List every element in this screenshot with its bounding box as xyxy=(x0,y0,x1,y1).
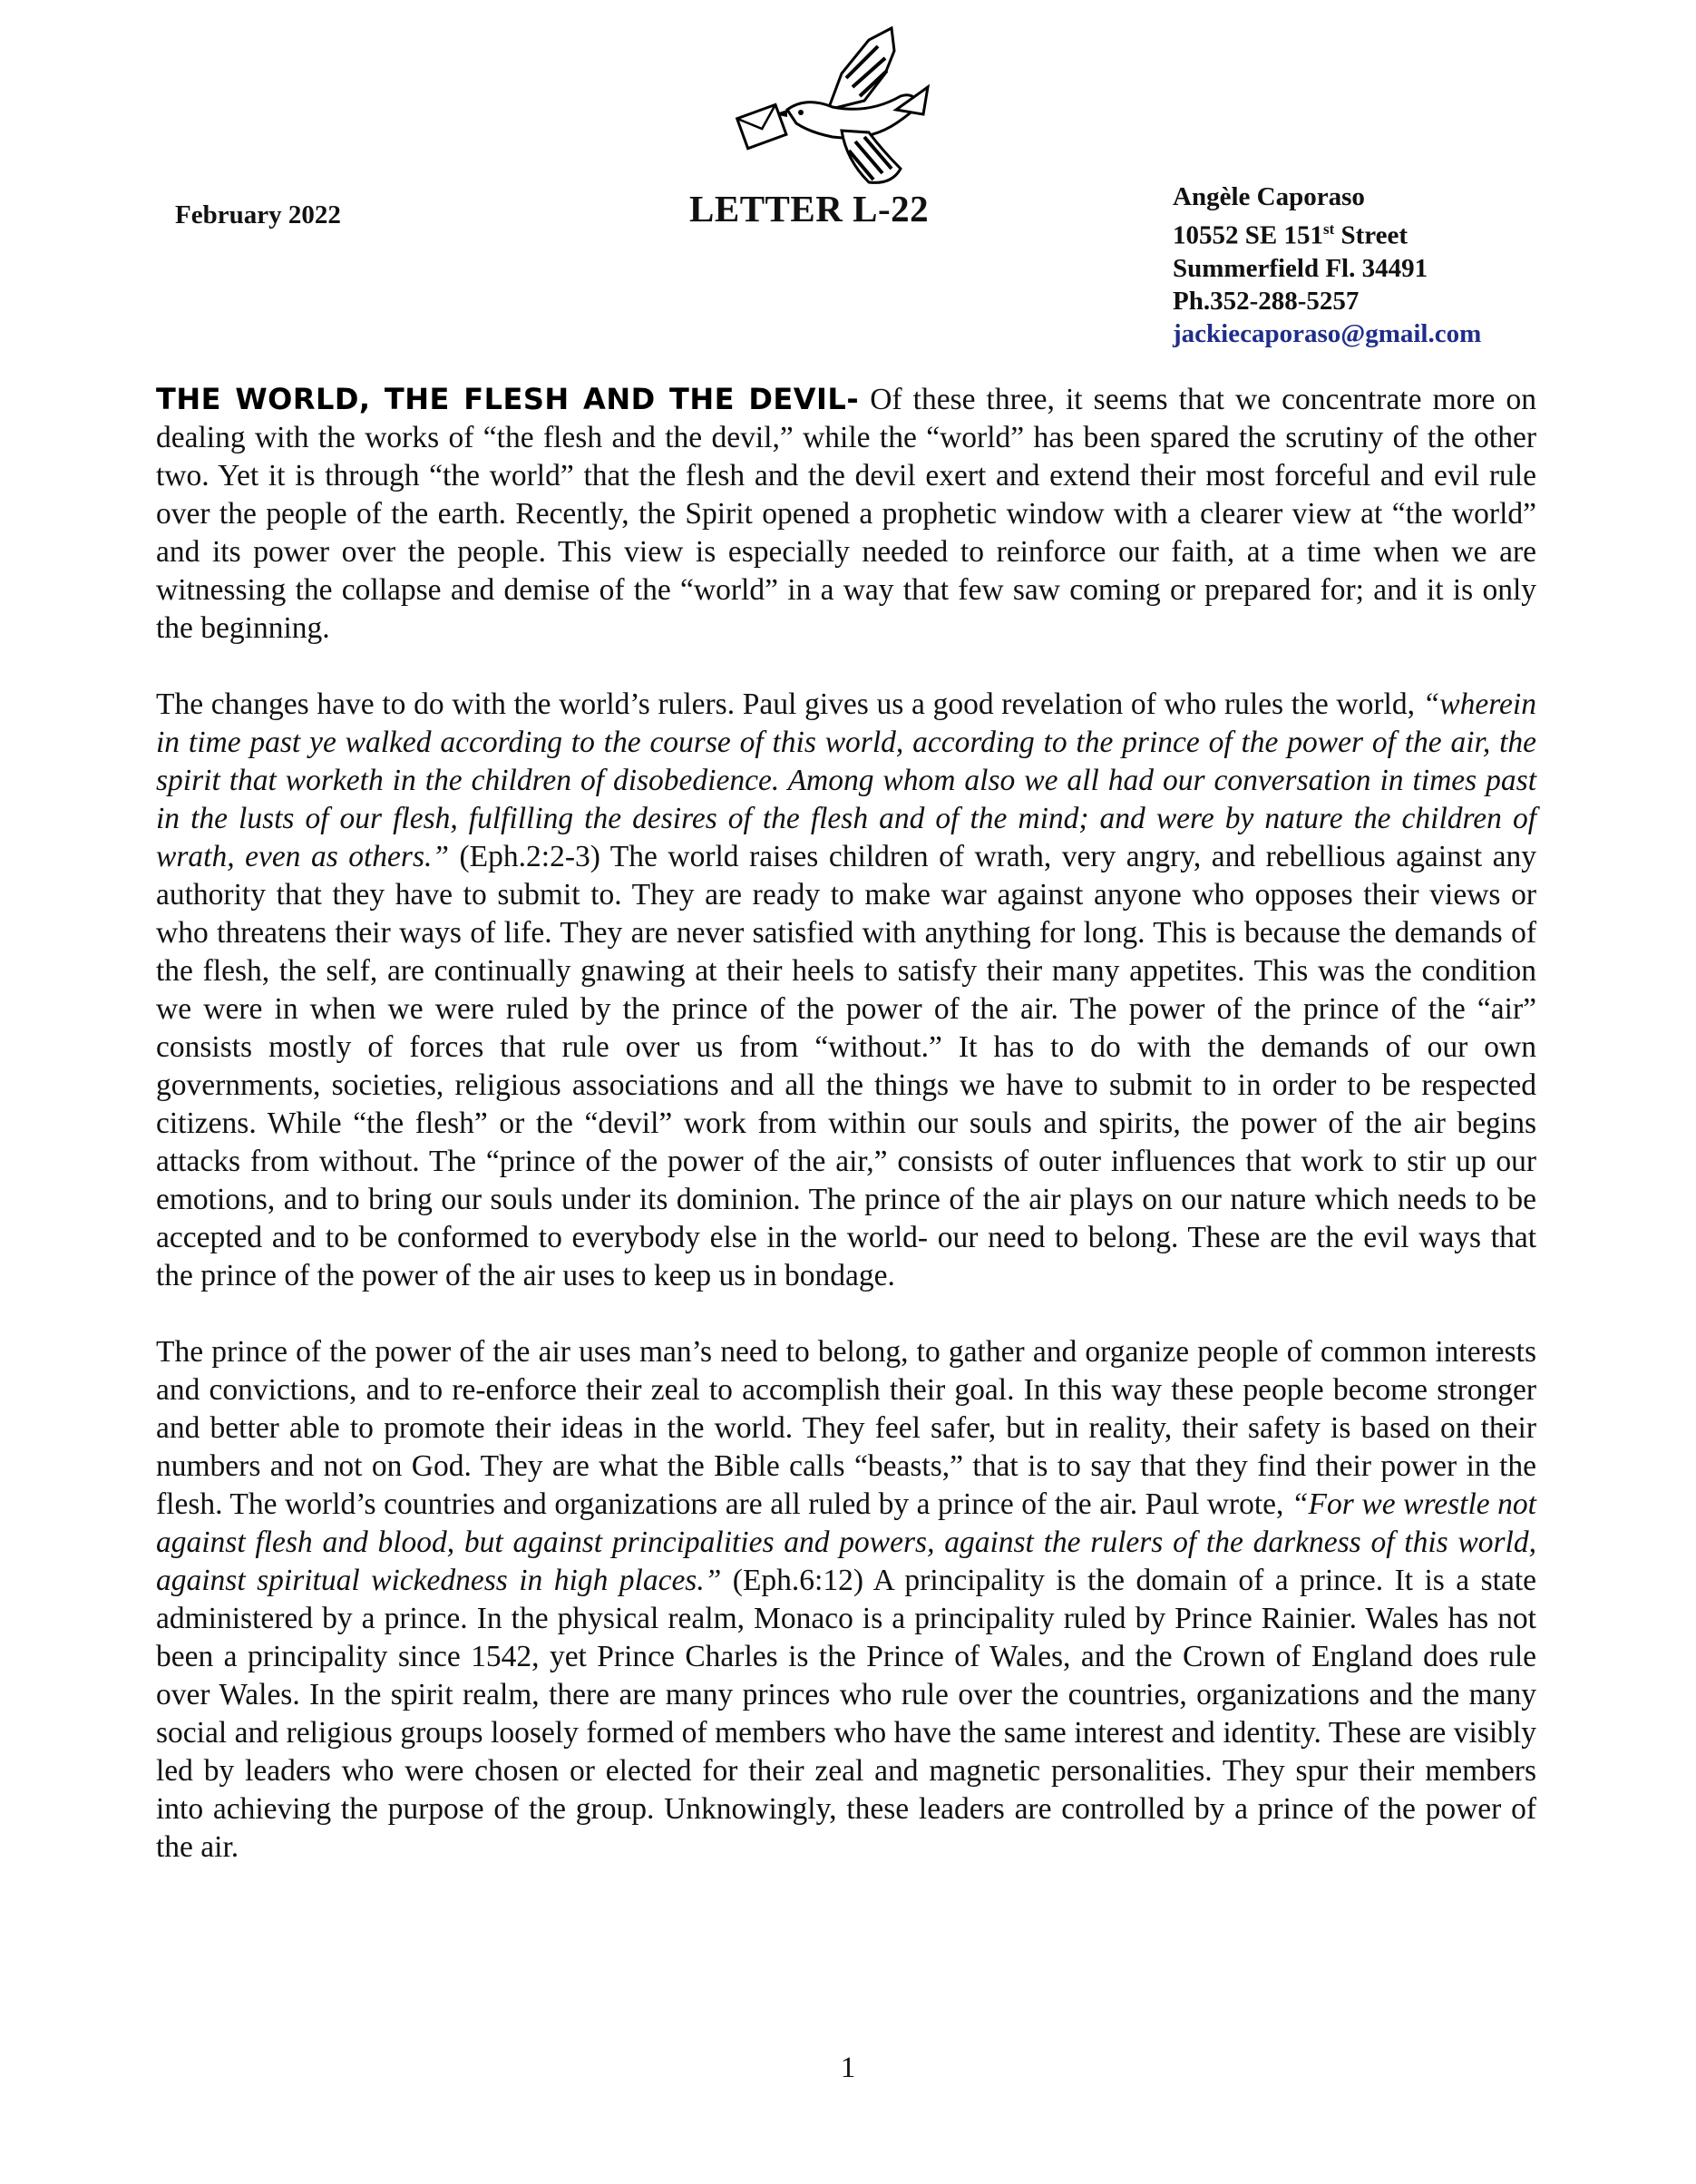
sender-name: Angèle Caporaso xyxy=(1173,182,1365,211)
letter-date: February 2022 xyxy=(175,200,341,229)
sender-email-link[interactable]: jackiecaporaso@gmail.com xyxy=(1173,318,1482,348)
paragraph-3-intro: The prince of the power of the air uses man’s need to belong, to gather and organize people of common interests and convictions, and to re-enforce their zeal to accomplish their goal. In this way these people become stronger and better able to promote their ideas in the world. They feel safer, but in reality, their safety is based on their numbers and not on God. They are what the Bible calls “beasts,” that is to say that they find their power in the flesh. The world’s countries and organizations are all ruled by a prince of the air. Paul wrote, xyxy=(156,1335,1536,1521)
sender-address-block xyxy=(1173,180,1481,350)
letter-body xyxy=(156,380,1536,1905)
paragraph-3-rest: (Eph.6:12) A principality is the domain of a prince. It is a state administered by a prince. In the physical realm, Monaco is a principality ruled by Prince Rainier. Wales has not been a principality since 1542, yet Prince Charles is the Prince of Wales, and the Crown of England does rule over Wales. In the spirit realm, there are many princes who rule over the countries, organizations and the many social and religious groups loosely formed of members who have the same interest and identity. These are visibly led by leaders who were chosen or elected for their zeal and magnetic personalities. They spur their members into achieving the purpose of the group. Unknowingly, these leaders are controlled by a prince of the power of the air. xyxy=(156,1564,1536,1864)
street-name: Street xyxy=(1334,220,1408,250)
paragraph-2-rest: (Eph.2:2-3) The world raises children of wrath, very angry, and rebellious against any authority that they have to submit to. They are ready to make war against anyone who opposes their views or who threatens their ways of life. They are never satisfied with anything for long. This is because the demands of the flesh, the self, are continually gnawing at their heels to satisfy their many appetites. This was the condition we were in when we were ruled by the prince of the power of the air. The power of the prince of the “air” consists mostly of forces that rule over us from “without.” It has to do with the demands of our own governments, societies, religious associations and all the things we have to submit to in order to be respected citizens. While “the flesh” or the “devil” work from within our souls and spirits, the power of the air begins attacks from without. The “prince of the power of the air,” consists of outer influences that work to stir up our emotions, and to bring our souls under its dominion. The prince of the air plays on our nature which needs to be accepted and to be conformed to everybody else in the world- our need to belong. These are the evil ways that the prince of the power of the air uses to keep us in bondage. xyxy=(156,840,1537,1292)
paragraph-2 xyxy=(156,686,1536,1295)
page-number: 1 xyxy=(840,2052,856,2084)
street-suffix: st xyxy=(1322,220,1335,238)
street-number: 10552 SE 151 xyxy=(1173,220,1323,250)
letter-title: LETTER L-22 xyxy=(689,188,930,229)
sender-street xyxy=(1173,213,1481,252)
paragraph-3 xyxy=(156,1333,1536,1867)
paragraph-3-quote: “For we wrestle not against flesh and blood, but against principalities and powers, against the rulers of the darkness of this world, against spiritual wickedness in high places.” xyxy=(156,1487,1536,1597)
sender-phone: Ph.352-288-5257 xyxy=(1173,286,1360,316)
paragraph-2-intro: The changes have to do with the world’s rulers. Paul gives us a good revelation of who rules the world, xyxy=(156,687,1423,721)
paragraph-1 xyxy=(156,380,1536,648)
paragraph-1-text: Of these three, it seems that we concentrate more on dealing with the works of “the flesh and the devil,” while the “world” has been spared the scrutiny of the other two. Yet it is through “the world” that the flesh and the devil exert and extend their most forceful and evil rule over the people of the earth. Recently, the Spirit opened a prophetic window with a clearer view at “the world” and its power over the people. This view is especially needed to reinforce our faith, at a time when we are witnessing the collapse and demise of the “world” in a way that few saw coming or prepared for; and it is only the beginning. xyxy=(156,383,1536,645)
sender-city: Summerfield Fl. 34491 xyxy=(1173,253,1428,283)
section-heading: THE WORLD, THE FLESH AND THE DEVIL- xyxy=(156,382,860,416)
dove-with-letter-icon xyxy=(733,24,932,187)
paragraph-2-quote: “wherein in time past ye walked according to the course of this world, according to the prince of the power of the air, the spirit that worketh in the children of disobedience. Among whom also we all had our conversation in times past in the lusts of our flesh, fulfilling the desires of the flesh and of the mind; and were by nature the children of wrath, even as others.” xyxy=(156,687,1536,873)
